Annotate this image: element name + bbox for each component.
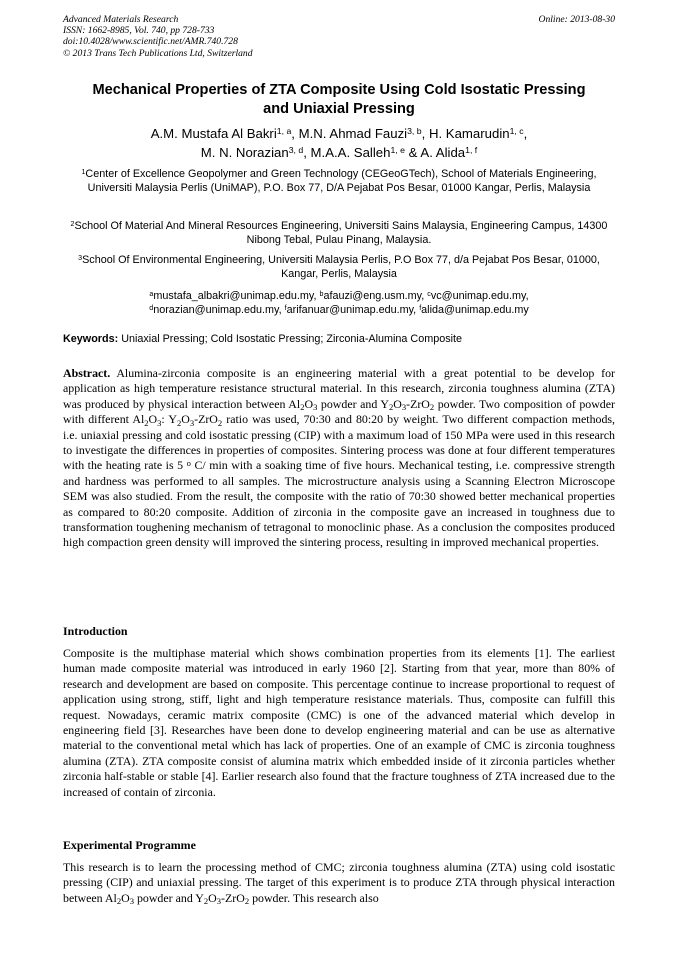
affiliation-3 xyxy=(66,253,612,282)
email-address[interactable]: afauzi@eng.usm.my, xyxy=(323,290,425,302)
author-affiliation-mark: 3, d xyxy=(288,145,304,156)
abstract-text: -ZrO xyxy=(194,412,218,427)
affiliation-mark: 3 xyxy=(78,253,83,262)
subscript: 3 xyxy=(189,417,195,428)
experimental-text: This research is to learn the processing method of CMC; zirconia toughness alumina (ZTA) using cold isostatic pressing (CIP) and uniaxial pressing. The target of this experiment is to produce ZTA through physical interaction between Al xyxy=(63,860,615,905)
author-list xyxy=(50,124,628,162)
subscript: 2 xyxy=(388,402,394,413)
subscript: 2 xyxy=(217,417,223,428)
abstract-paragraph xyxy=(63,366,615,551)
keywords xyxy=(63,332,615,346)
email-address[interactable]: mustafa_albakri@unimap.edu.my, xyxy=(153,290,317,302)
experimental-text: powder. This research also xyxy=(249,890,379,905)
email-mark: b xyxy=(319,289,324,298)
abstract-text: : Y xyxy=(161,412,177,427)
subscript: 3 xyxy=(129,896,134,907)
journal-doi[interactable]: doi:10.4028/www.scientific.net/AMR.740.728 xyxy=(63,36,238,48)
affiliation-text: School Of Environmental Engineering, Universiti Malaysia Perlis, P.O Box 77, d/a Pejabat Pos Besar, 01000, Kangar, Perlis, Malaysia xyxy=(82,254,600,281)
subscript: 2 xyxy=(116,896,122,907)
subscript: 3 xyxy=(313,402,318,413)
abstract-text: O xyxy=(304,396,314,411)
email-address[interactable]: alida@unimap.edu.my xyxy=(421,304,529,317)
subscript: 3 xyxy=(401,402,407,413)
author-name: , M.A.A. Salleh xyxy=(303,145,391,160)
abstract-text: O xyxy=(181,412,190,427)
journal-info xyxy=(63,14,253,59)
email-mark: f xyxy=(284,304,287,312)
affiliation-text: School Of Material And Mineral Resources Engineering, Universiti Sains Malaysia, Engineering Campus, 14300 Nibong Tebal, Pulau Pinang, Malaysia. xyxy=(74,220,608,247)
author-affiliation-mark: 1, c xyxy=(509,126,524,137)
experimental-text: O xyxy=(121,890,130,905)
keywords-label: Keywords: xyxy=(63,333,119,345)
journal-issn: ISSN: 1662-8985, Vol. 740, pp 728-733 xyxy=(63,25,215,37)
affiliation-mark: 2 xyxy=(70,219,75,228)
author-name: A.M. Mustafa Al Bakri xyxy=(150,126,277,141)
author-affiliation-mark: 1, f xyxy=(465,145,478,156)
affiliation-2 xyxy=(66,219,612,248)
abstract-text: Alumina-zirconia composite is an engineering material with a great potential to be develop for application as high temperature resistance structural material. In this research, zirconia toughness alumina (ZTA) was produced by physical interaction between Al xyxy=(63,366,615,411)
experimental-text: -ZrO xyxy=(221,890,245,905)
subscript: 2 xyxy=(244,896,250,907)
journal-name: Advanced Materials Research xyxy=(63,14,179,25)
experimental-heading: Experimental Programme xyxy=(63,838,196,852)
experimental-text: powder and Y xyxy=(133,890,204,905)
email-mark: f xyxy=(419,304,422,312)
email-address[interactable]: vc@unimap.edu.my, xyxy=(430,290,529,302)
email-address[interactable]: norazian@unimap.edu.my, xyxy=(153,304,282,317)
author-affiliation-mark: 1, e xyxy=(390,145,405,156)
subscript: 2 xyxy=(300,402,305,413)
experimental-paragraph xyxy=(63,860,615,906)
author-name: & A. Alida xyxy=(405,145,466,160)
subscript: 2 xyxy=(429,402,435,413)
abstract-label: Abstract. xyxy=(63,366,111,380)
subscript: 3 xyxy=(216,896,222,907)
abstract-text: O xyxy=(148,412,158,427)
title-line-1: Mechanical Properties of ZTA Composite Using Cold Isostatic Pressing xyxy=(92,82,586,98)
author-line-2 xyxy=(50,143,628,162)
author-line-1 xyxy=(50,124,628,143)
introduction-paragraph: Composite is the multiphase material which shows combination properties from its elements [1]. The earliest human made composite material was introduced in early 1960 [2]. Starting from that year, more than 80% of research and development are based on composite. This percentage continue to increase proportional to request of application using strong, stiff, light and high temperature resistance materials. Thus, composite can fulfill this request. Nowadays, ceramic matrix composite (CMC) is one of the advanced material which develop in engineering field [3]. Researches have been done to develop engineering material and can be use as alternative material to the conventional metal which has lack of properties. One of an example of CMC is zirconia toughness alumina (ZTA). ZTA composite consist of alumina matrix which embedded inside of it zirconia particles whether zirconia half-stable or stable [4]. Earlier research also found that the fracture toughness of ZTA increased due to the increased of contain of zirconia. xyxy=(63,646,615,799)
email-address[interactable]: arifanuar@unimap.edu.my, xyxy=(286,304,417,317)
subscript: 2 xyxy=(144,417,149,428)
author-name: , M.N. Ahmad Fauzi xyxy=(291,126,408,141)
affiliation-1 xyxy=(66,167,612,196)
subscript: 2 xyxy=(176,417,182,428)
abstract-text: powder. Two composition of powder with different Al xyxy=(63,396,615,427)
email-mark: c xyxy=(427,289,431,298)
journal-copyright: © 2013 Trans Tech Publications Ltd, Switzerland xyxy=(63,47,253,59)
abstract-text: ratio was used, 70:30 and 80:20 by weight. Two different compaction methods, i.e. uniaxial pressing and cold isostatic pressing (CIP) with a maximum load of 150 MPa were used in this research to investigate the differences in properties of composites. Sintering process was done at four different temperatures with the heating rate is 5 xyxy=(63,412,616,473)
email-mark: d xyxy=(149,304,154,312)
email-mark: a xyxy=(149,289,154,298)
title-line-2: and Uniaxial Pressing xyxy=(263,101,415,117)
introduction-heading: Introduction xyxy=(63,624,128,638)
abstract-text: C/ min with a soaking time of five hours. Mechanical testing, i.e. compressive strength and hardness was performed to all samples. The microstructure analysis using a Scanning Electron Microscope SEM was also studied. From the result, the composite with the ratio of 70:30 showed better mechanical properties as compared to 80:20 composite. Addition of zirconia in the composite gave an increased in toughness due to transformation toughening mechanism of tetragonal to monoclinic phase. As a conclusion the composites produced high compaction green density will improved the sintering process, resulting in improved mechanical properties. xyxy=(63,458,615,550)
author-affiliation-mark: 1, a xyxy=(276,126,292,137)
paper-title xyxy=(50,81,628,119)
abstract-text: O xyxy=(393,396,402,411)
degree-mark: o xyxy=(186,458,191,469)
author-name: M. N. Norazian xyxy=(200,145,289,160)
email-list xyxy=(66,289,612,317)
email-line-2 xyxy=(66,303,612,317)
abstract-text: -ZrO xyxy=(406,396,430,411)
abstract-text: powder and Y xyxy=(317,396,389,411)
subscript: 2 xyxy=(203,896,209,907)
author-affiliation-mark: 3, b xyxy=(407,126,422,137)
online-date: Online: 2013-08-30 xyxy=(538,14,615,25)
author-separator: , xyxy=(523,126,528,141)
email-line-1 xyxy=(66,289,612,303)
author-name: , H. Kamarudin xyxy=(421,126,510,141)
subscript: 3 xyxy=(157,417,162,428)
experimental-text: O xyxy=(208,890,217,905)
keywords-text: Uniaxial Pressing; Cold Isostatic Pressing; Zirconia-Alumina Composite xyxy=(121,333,463,345)
affiliation-text: Center of Excellence Geopolymer and Green Technology (CEGeoGTech), School of Materials Engineering, Universiti Malaysia Perlis (UniMAP), P.O. Box 77, D/A Pejabat Pos Besar, 01000 Kangar, Perlis, Malaysia xyxy=(85,168,597,195)
affiliation-mark: 1 xyxy=(81,167,86,176)
